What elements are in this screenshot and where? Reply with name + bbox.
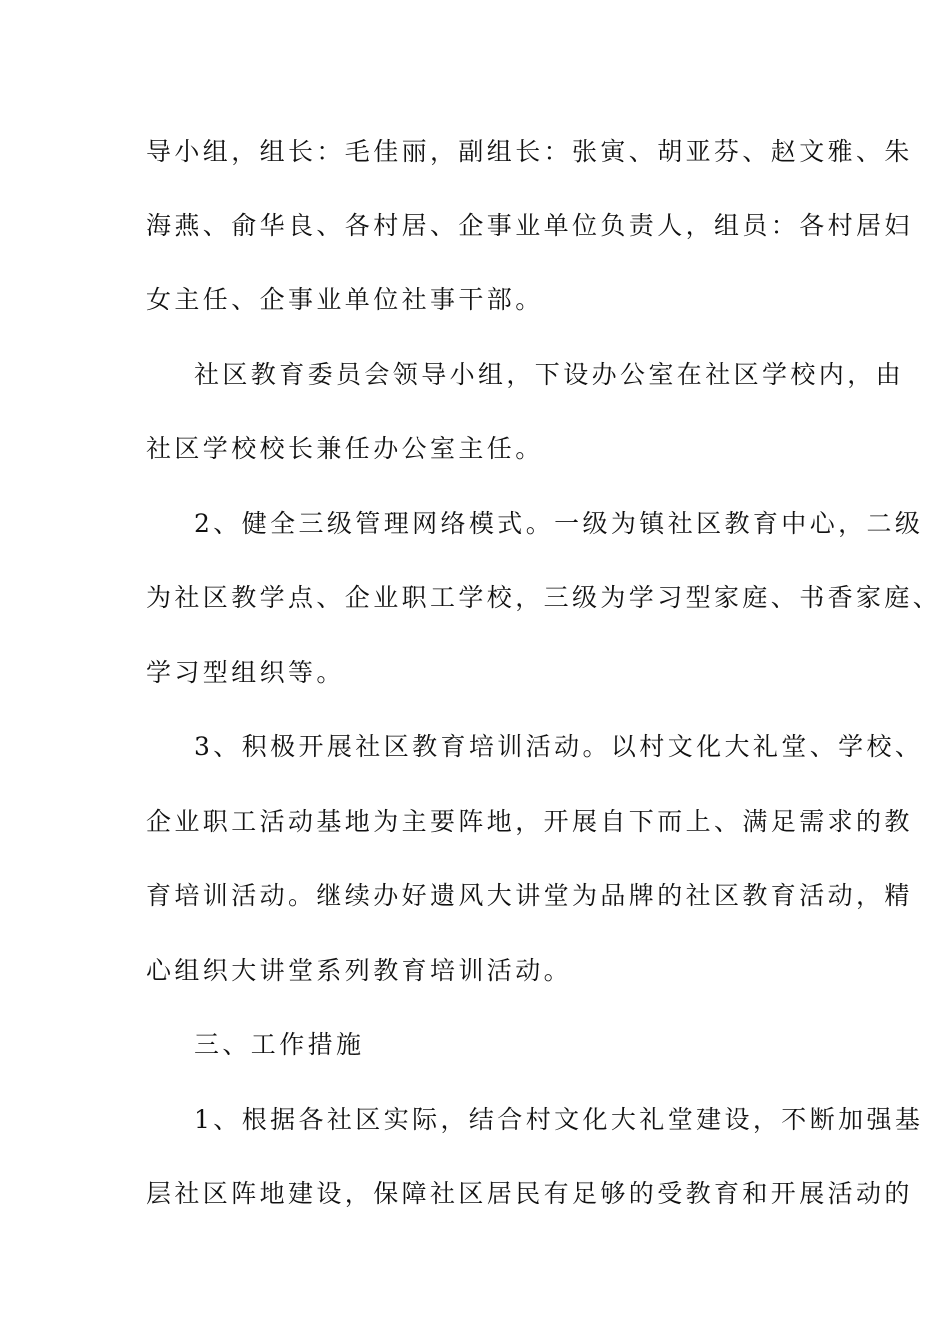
section-heading: 三、工作措施 — [194, 1030, 365, 1059]
paragraph-line: 海燕、俞华良、各村居、企事业单位负责人，组员：各村居妇 — [146, 211, 913, 240]
paragraph-line: 3、积极开展社区教育培训活动。以村文化大礼堂、学校、 — [194, 732, 924, 761]
paragraph-line: 2、健全三级管理网络模式。一级为镇社区教育中心，二级 — [194, 509, 924, 538]
paragraph-line: 心组织大讲堂系列教育培训活动。 — [146, 956, 573, 985]
paragraph-line: 女主任、企事业单位社事干部。 — [146, 285, 544, 314]
paragraph-line: 导小组，组长：毛佳丽，副组长：张寅、胡亚芬、赵文雅、朱 — [146, 137, 913, 166]
paragraph-line: 为社区教学点、企业职工学校，三级为学习型家庭、书香家庭、 — [146, 583, 942, 612]
paragraph-line: 社区教育委员会领导小组，下设办公室在社区学校内，由 — [194, 360, 905, 389]
paragraph-line: 社区学校校长兼任办公室主任。 — [146, 434, 544, 463]
paragraph-line: 企业职工活动基地为主要阵地，开展自下而上、满足需求的教 — [146, 807, 913, 836]
paragraph-line: 育培训活动。继续办好遗风大讲堂为品牌的社区教育活动，精 — [146, 881, 913, 910]
paragraph-line: 学习型组织等。 — [146, 658, 345, 687]
paragraph-line: 1、根据各社区实际，结合村文化大礼堂建设，不断加强基 — [194, 1105, 924, 1134]
paragraph-line: 层社区阵地建设，保障社区居民有足够的受教育和开展活动的 — [146, 1179, 913, 1208]
